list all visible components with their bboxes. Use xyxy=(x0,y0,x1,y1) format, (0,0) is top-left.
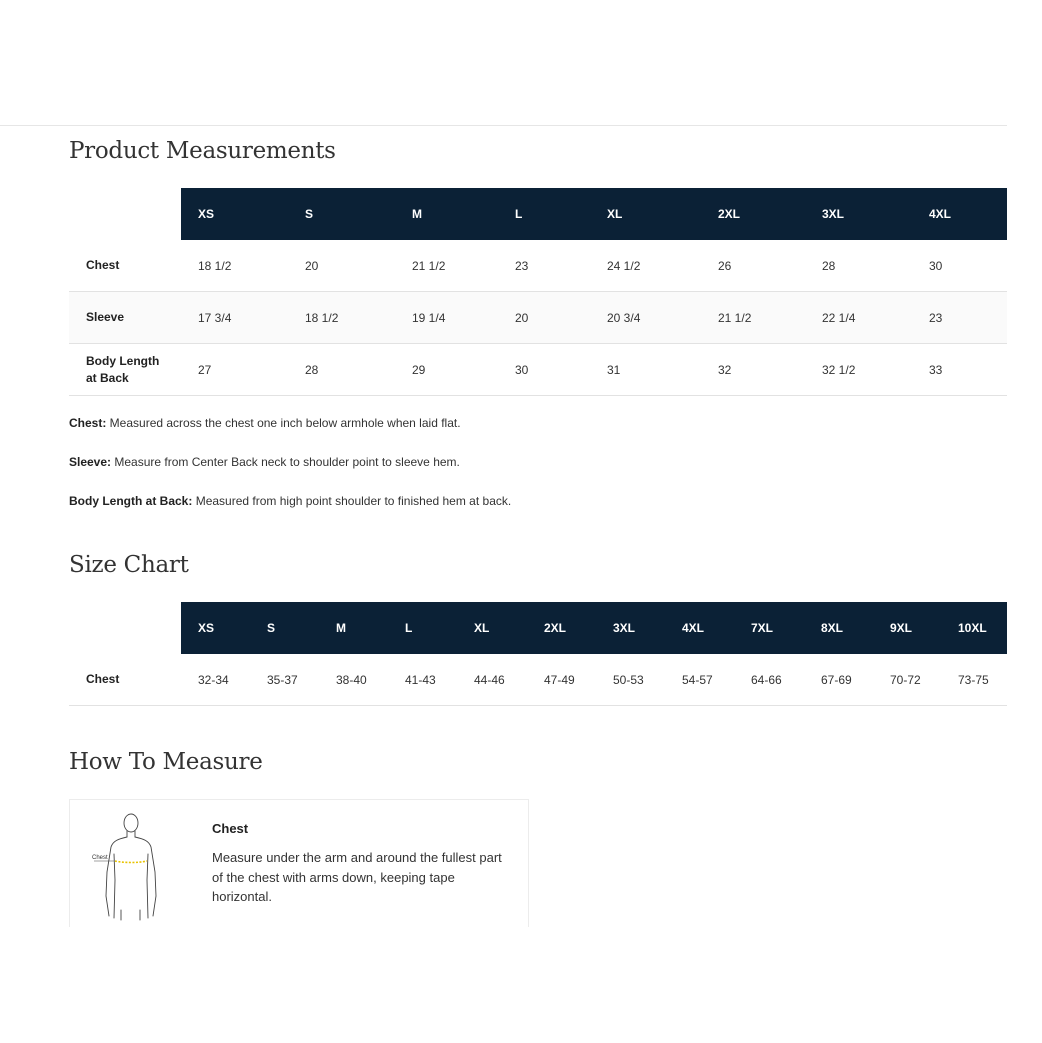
size-header: 3XL xyxy=(596,602,665,654)
size-header: 8XL xyxy=(804,602,873,654)
table-cell: 33 xyxy=(912,344,1007,396)
table-cell: 28 xyxy=(288,344,395,396)
table-cell: 19 1/4 xyxy=(395,292,498,344)
table-row xyxy=(69,240,1007,292)
note-term: Body Length at Back: xyxy=(69,494,193,508)
table-cell: 21 1/2 xyxy=(395,240,498,292)
size-header: L xyxy=(388,602,457,654)
table-cell: 23 xyxy=(498,240,590,292)
table-row xyxy=(69,292,1007,344)
product-measurements-title: Product Measurements xyxy=(69,138,336,164)
table-cell: 26 xyxy=(701,240,805,292)
size-header: XS xyxy=(181,188,288,240)
size-header: 3XL xyxy=(805,188,912,240)
table-cell: 54-57 xyxy=(665,654,734,706)
size-header: S xyxy=(250,602,319,654)
table-cell: 20 xyxy=(288,240,395,292)
table-cell: 30 xyxy=(498,344,590,396)
size-header: L xyxy=(498,188,590,240)
size-header: 7XL xyxy=(734,602,804,654)
header-blank-cell xyxy=(69,602,181,654)
card-title: Chest xyxy=(212,821,249,836)
table-cell: 17 3/4 xyxy=(181,292,288,344)
size-header: S xyxy=(288,188,395,240)
row-label: Chest xyxy=(69,654,181,706)
size-header: 4XL xyxy=(665,602,734,654)
table-cell: 18 1/2 xyxy=(288,292,395,344)
table-cell: 27 xyxy=(181,344,288,396)
table-cell: 20 xyxy=(498,292,590,344)
table-cell: 32-34 xyxy=(181,654,250,706)
table-cell: 35-37 xyxy=(250,654,319,706)
table-cell: 21 1/2 xyxy=(701,292,805,344)
note-text: Measure from Center Back neck to shoulder point to sleeve hem. xyxy=(111,455,460,469)
header-blank-cell xyxy=(69,188,181,240)
size-header: XL xyxy=(590,188,701,240)
size-header: M xyxy=(395,188,498,240)
row-label: Body Length at Back xyxy=(69,344,181,396)
table-cell: 67-69 xyxy=(804,654,873,706)
note-term: Chest: xyxy=(69,416,107,430)
measuring-tape xyxy=(115,861,147,863)
table-cell: 70-72 xyxy=(873,654,941,706)
row-label: Sleeve xyxy=(69,292,181,344)
table-row xyxy=(69,654,1007,706)
card-description: Measure under the arm and around the fullest part of the chest with arms down, keeping tape horizontal. xyxy=(212,850,502,904)
table-cell: 22 1/4 xyxy=(805,292,912,344)
table-cell: 50-53 xyxy=(596,654,665,706)
table-row xyxy=(69,344,1007,396)
note-text: Measured from high point shoulder to finished hem at back. xyxy=(192,494,512,508)
table-cell: 18 1/2 xyxy=(181,240,288,292)
chest-measure-card xyxy=(69,799,529,927)
chest-note xyxy=(69,416,461,430)
note-text: Measured across the chest one inch below armhole when laid flat. xyxy=(106,416,461,430)
table-cell: 20 3/4 xyxy=(590,292,701,344)
table-cell: 73-75 xyxy=(941,654,1007,706)
table-cell: 30 xyxy=(912,240,1007,292)
size-header: 2XL xyxy=(701,188,805,240)
table-cell: 29 xyxy=(395,344,498,396)
table-cell: 64-66 xyxy=(734,654,804,706)
size-header: 2XL xyxy=(527,602,596,654)
row-label: Chest xyxy=(69,240,181,292)
table-header-row xyxy=(69,188,1007,240)
table-cell: 47-49 xyxy=(527,654,596,706)
size-chart-table xyxy=(69,602,1007,706)
size-header: 4XL xyxy=(912,188,1007,240)
table-cell: 44-46 xyxy=(457,654,527,706)
body-length-note xyxy=(69,494,511,508)
table-cell: 32 xyxy=(701,344,805,396)
product-measurements-table xyxy=(69,188,1007,396)
table-header-row xyxy=(69,602,1007,654)
top-divider xyxy=(0,125,1007,126)
size-header: 9XL xyxy=(873,602,941,654)
size-header: XL xyxy=(457,602,527,654)
how-to-measure-title: How To Measure xyxy=(69,749,263,775)
size-header: M xyxy=(319,602,388,654)
table-cell: 41-43 xyxy=(388,654,457,706)
body-outline-icon xyxy=(84,810,174,922)
figure-chest-label: Chest xyxy=(92,855,108,861)
table-cell: 28 xyxy=(805,240,912,292)
size-header: 10XL xyxy=(941,602,1007,654)
table-cell: 38-40 xyxy=(319,654,388,706)
table-cell: 32 1/2 xyxy=(805,344,912,396)
size-header: XS xyxy=(181,602,250,654)
note-term: Sleeve: xyxy=(69,455,112,469)
table-cell: 23 xyxy=(912,292,1007,344)
size-chart-title: Size Chart xyxy=(69,552,189,578)
table-cell: 31 xyxy=(590,344,701,396)
table-cell: 24 1/2 xyxy=(590,240,701,292)
sleeve-note xyxy=(69,455,460,469)
